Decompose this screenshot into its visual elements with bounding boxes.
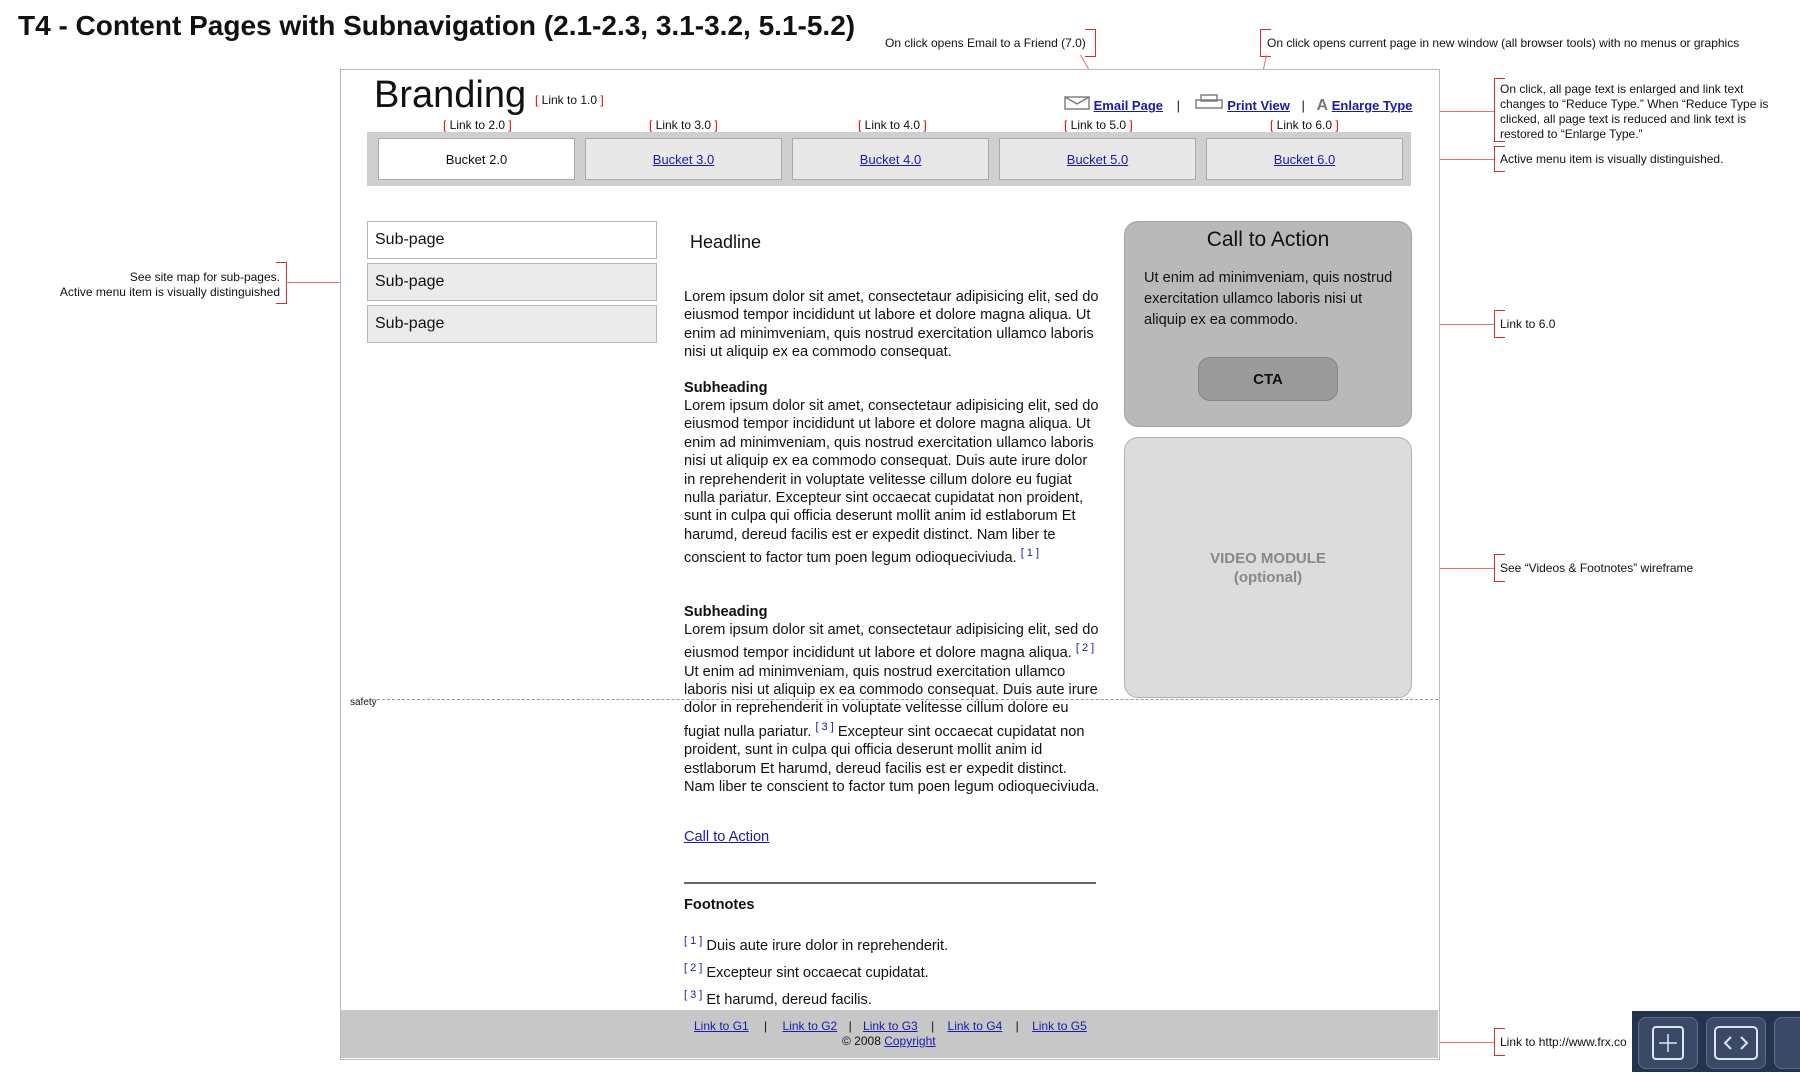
body-text: Lorem ipsum dolor sit amet, consectetaur adipisicing elit, sed do eiusmod tempor incididunt ut labore et dolore magna aliqua. (684, 622, 1099, 662)
printer-icon (1194, 98, 1224, 113)
utility-links (1064, 94, 1412, 115)
nav-link-label-3: [ Link to 3.0 ] (649, 118, 718, 132)
subheading-1: Subheading (684, 380, 768, 396)
footnote-marker[interactable]: [ 3 ] (684, 988, 703, 1001)
nav-link-label-6: [ Link to 6.0 ] (1270, 118, 1339, 132)
print-view-link[interactable]: Print View (1227, 98, 1290, 113)
subnav-item-3[interactable]: Sub-page (367, 305, 657, 343)
cta-body: Ut enim ad minimveniam, quis nostrud exercitation ullamco laboris nisi ut aliquip ex ea commodo. (1144, 270, 1393, 328)
body-paragraph-2 (684, 397, 1100, 568)
active-menu-annotation: Active menu item is visually distinguished. (1500, 152, 1724, 166)
sitemap-note-line2: Active menu item is visually distinguished (59, 285, 280, 299)
nav-link-label-text: Link to 4.0 (864, 118, 921, 132)
annotation-bracket (1085, 29, 1096, 57)
footnote-ref-3[interactable]: [ 3 ] (815, 720, 834, 733)
subnav-item-2[interactable]: Sub-page (367, 263, 657, 301)
footnotes-divider (684, 882, 1096, 884)
enlarge-annotation: On click, all page text is enlarged and link text changes to “Reduce Type.” When “Reduce Type is clicked, all page text is reduced and link text is restored to “Enlarge Type.” (1500, 82, 1769, 141)
branding-logo[interactable]: Branding (374, 74, 527, 116)
cta-annotation: Link to 6.0 (1500, 317, 1556, 331)
nav-bucket-4[interactable]: Bucket 4.0 (792, 138, 989, 180)
page-nav-button[interactable] (1706, 1017, 1766, 1069)
branding-link-label: [ Link to 1.0 ] (535, 93, 604, 107)
video-label-line1: VIDEO MODULE (1210, 550, 1326, 567)
sitemap-annotation (40, 270, 280, 300)
footer-link-g2[interactable]: Link to G2 (782, 1019, 838, 1033)
separator: | (848, 1019, 852, 1033)
nav-bucket-3[interactable]: Bucket 3.0 (585, 138, 782, 180)
nav-bucket-5[interactable]: Bucket 5.0 (999, 138, 1196, 180)
copyright-line (842, 1034, 936, 1048)
footnote-marker[interactable]: [ 1 ] (684, 935, 703, 947)
nav-link-label-text: Link to 6.0 (1276, 118, 1333, 132)
safety-label: safety (350, 697, 377, 708)
main-navigation (367, 132, 1411, 186)
nav-link-label-5: [ Link to 5.0 ] (1064, 118, 1133, 132)
subnav-item-1[interactable]: Sub-page (367, 221, 657, 259)
separator: | (1015, 1019, 1019, 1033)
annotation-bracket (1260, 29, 1271, 57)
copyright-prefix: © 2008 (842, 1034, 881, 1048)
intro-paragraph: Lorem ipsum dolor sit amet, consectetaur adipisicing elit, sed do eiusmod tempor incididunt ut labore et dolore magna aliqua. Ut enim ad minimveniam, quis nostrud exercitation ullamco laboris nisi ut aliquip ex ea commodo consequat. (684, 289, 1099, 361)
separator: | (1301, 98, 1305, 113)
footer-links (694, 1019, 1087, 1033)
footnote-item (684, 957, 948, 984)
nav-link-label-text: Link to 2.0 (449, 118, 506, 132)
body-text: Excepteur sint occaecat cupidatat non proident, sunt in culpa qui officia deserunt mollit anim id estlaborum Et harumd, dereud facilis est er expedit distinct. Nam liber te conscient to factor tum poen legum odioqueciviuda. (684, 723, 1100, 795)
subheading-2: Subheading (684, 604, 768, 620)
viewer-controls-dock (1632, 1011, 1800, 1072)
separator: | (764, 1019, 768, 1033)
headline: Headline (690, 232, 762, 252)
video-label-line2: (optional) (1233, 569, 1303, 586)
email-annotation: On click opens Email to a Friend (7.0) (885, 36, 1086, 50)
safety-line (372, 699, 1438, 700)
nav-link-label-text: Link to 5.0 (1070, 118, 1127, 132)
annotation-bracket (276, 262, 287, 304)
page-title: T4 - Content Pages with Subnavigation (2.1-2.3, 3.1-3.2, 5.1-5.2) (18, 10, 856, 41)
footer-link-g1[interactable]: Link to G1 (694, 1019, 749, 1033)
footnote-text: Duis aute irure dolor in reprehenderit. (706, 937, 949, 954)
body-text: Ut enim ad minimveniam, quis nostrud exercitation ullamco laboris nisi ut aliquip ex ea commodo consequat. Duis aute irure dolor in reprehenderit in voluptate velitesse cillum dolore eu fugiat nulla pariatur. (684, 663, 1098, 740)
footnote-text: Excepteur sint occaecat cupidatat. (706, 964, 929, 981)
call-to-action-link[interactable]: Call to Action (684, 829, 770, 845)
body-text: Lorem ipsum dolor sit amet, consectetaur adipisicing elit, sed do eiusmod tempor incididunt ut labore et dolore magna aliqua. Ut enim ad minimveniam, quis nostrud exercitation ullamco laboris nisi ut aliquip ex ea commodo consequat. Duis aute irure dolor in reprehenderit in voluptate velitesse cillum dolore eu fugiat nulla pariatur. Excepteur sint occaecat cupidatat non proident, sunt in culpa qui officia deserunt mollit anim id estlaborum Et harumd, dereud facilis est er expedit distinct. Nam liber te conscient to factor tum poen legum odioqueciviuda. (684, 398, 1099, 567)
footnotes-list (684, 930, 948, 1011)
branding-link-text: Link to 1.0 (541, 93, 598, 107)
nav-link-label-4: [ Link to 4.0 ] (858, 118, 927, 132)
video-module-label (1124, 549, 1412, 587)
separator: | (1176, 98, 1181, 113)
enlarge-type-link[interactable]: Enlarge Type (1331, 98, 1413, 113)
footer-link-g5[interactable]: Link to G5 (1032, 1019, 1087, 1033)
footnote-ref-2[interactable]: [ 2 ] (1075, 642, 1095, 655)
separator: | (931, 1019, 935, 1033)
fullscreen-icon (1639, 1018, 1697, 1068)
video-annotation: See “Videos & Footnotes” wireframe (1500, 561, 1694, 575)
copyright-link[interactable]: Copyright (884, 1034, 936, 1048)
sitemap-note-line1: See site map for sub-pages. (129, 270, 280, 284)
footnote-item (684, 930, 948, 957)
print-annotation: On click opens current page in new window (all browser tools) with no menus or graphics (1267, 36, 1740, 50)
nav-link-label-text: Link to 3.0 (655, 118, 712, 132)
copyright-annotation: Link to http://www.frx.co (1500, 1035, 1627, 1049)
more-controls-button[interactable] (1774, 1017, 1800, 1069)
footnotes-title: Footnotes (684, 897, 755, 913)
fullscreen-button[interactable] (1638, 1017, 1698, 1069)
cta-button[interactable]: CTA (1198, 357, 1338, 401)
footnote-ref-1[interactable]: [ 1 ] (1020, 547, 1040, 560)
cta-title: Call to Action (1206, 228, 1330, 251)
footnote-marker[interactable]: [ 2 ] (684, 961, 703, 974)
nav-bucket-6[interactable]: Bucket 6.0 (1206, 138, 1403, 180)
nav-bucket-2[interactable]: Bucket 2.0 (378, 138, 575, 180)
footer-link-g3[interactable]: Link to G3 (863, 1019, 918, 1033)
footnote-item (684, 984, 948, 1011)
body-paragraph-3 (684, 621, 1100, 796)
footer-link-g4[interactable]: Link to G4 (947, 1019, 1003, 1033)
envelope-icon (1064, 98, 1090, 113)
footnote-text: Et harumd, dereud facilis. (706, 991, 872, 1008)
nav-link-label-2: [ Link to 2.0 ] (443, 118, 512, 132)
prev-next-icon (1707, 1018, 1765, 1068)
enlarge-type-icon: A (1316, 97, 1329, 114)
email-page-link[interactable]: Email Page (1093, 98, 1163, 113)
